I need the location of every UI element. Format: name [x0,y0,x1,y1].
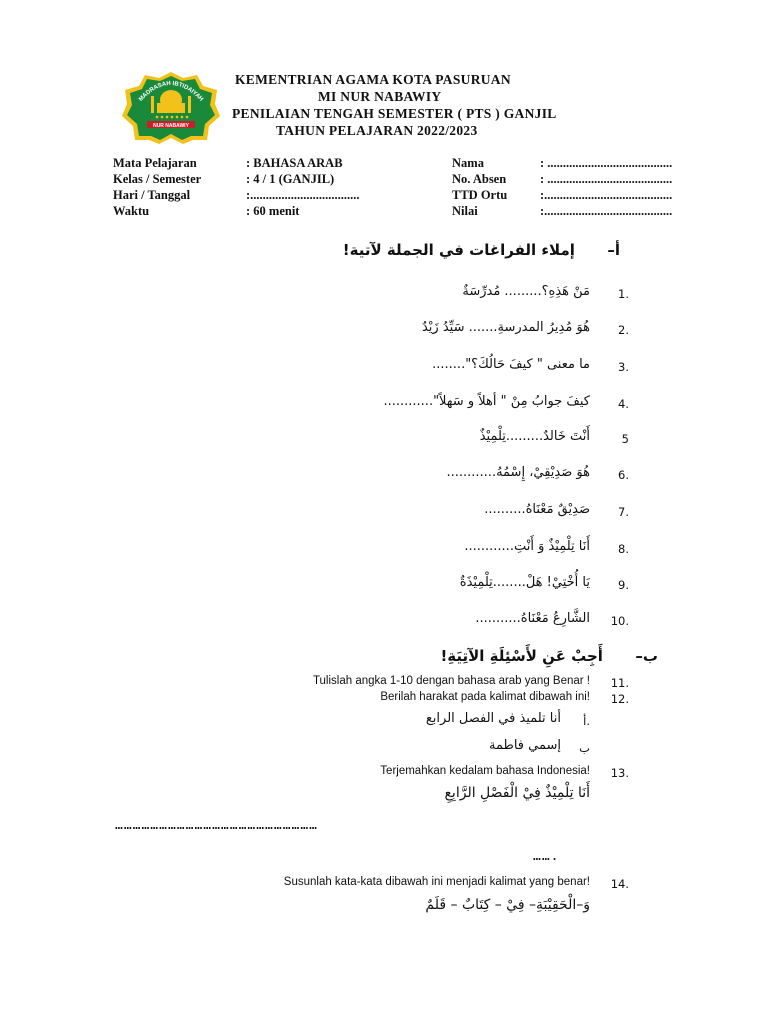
question-number: 13. [610,766,629,780]
info-label-date: Hari / Tanggal [113,188,191,202]
section-a-heading [343,241,620,259]
question-text: Tulislah angka 1-10 dengan bahasa arab yang Benar ! [312,675,590,687]
question-number: 2. [618,323,629,337]
info-value-name: : ........................................ [540,156,673,170]
question-text: كيفَ جوابُ مِنْ " أهلاً و سَهلاً"............ [383,394,590,409]
sub-item-text: إسمي فاطمة [489,738,561,753]
question-number: 3. [618,360,629,374]
info-value-absen: : ........................................ [540,172,673,186]
question-number: 7. [618,505,629,519]
section-b-letter: ب– [635,647,658,665]
info-value-subject: : BAHASA ARAB [246,156,343,170]
info-label-parent-sign: TTD Ortu [452,188,508,202]
question-text: مَنْ هَذِهِ؟......... مُدرِّسَةٌ [462,284,590,299]
section-b-title: أَجِبْ عَنِ لأَسْئِلَةِ الآتِيَةِ! [440,647,603,665]
logo-arc-text: MADRASAH IBTIDAIYAH [138,80,204,103]
info-value-time: : 60 menit [246,204,300,218]
header-school: MI NUR NABAWIY [318,89,442,104]
sub-item-text: أنا تلميذ في الفصل الرابع [425,711,561,726]
question-text: Terjemahkan kedalam bahasa Indonesia! [380,765,590,777]
question-text: صَدِيْقٌ مَعْنَاهُ.......... [484,502,590,517]
header-year: TAHUN PELAJARAN 2022/2023 [276,123,478,138]
logo-band-text: NUR NABAWIY [153,123,189,129]
info-label-name: Nama [452,156,484,170]
section-a-title: إملاء الفراغات في الجملة لآتية! [342,241,575,259]
question-text: يَا أُخْتِيْ! هَلْ........تِلْمِيْذَةٌ [459,575,590,590]
word-list: وَ–الْحَقِيْبَةِ– فِيْ – كِتَابٌ – قَلَمٌ [425,897,590,913]
question-number: 12. [610,692,629,706]
question-text: Susunlah kata-kata dibawah ini menjadi kalimat yang benar! [283,876,590,888]
sub-item-letter: أ. [583,714,590,728]
question-number: 9. [618,578,629,592]
info-label-absen: No. Absen [452,172,507,186]
question-text: Berilah harakat pada kalimat dibawah ini! [380,691,590,703]
info-label-class: Kelas / Semester [113,172,202,186]
question-text: أَنْتَ خَالدٌ.........تِلْمِيْذٌ [479,429,590,444]
sub-item-letter: ب [579,741,590,755]
question-number: 8. [618,542,629,556]
info-label-time: Waktu [113,204,150,218]
info-label-score: Nilai [452,204,478,218]
info-value-date: :................................... [246,188,360,202]
madrasah-logo [121,70,221,144]
translation-sentence: أَنَا تِلْمِيْذٌ فِيْ الْفَصْلِ الرَّابِعِ [444,785,590,801]
question-number: 5 [621,432,629,446]
question-number: 1. [618,287,629,301]
question-text: هُوَ مُدِيرُ المدرسةِ....... سَيِّدُ زَيْدٌ [421,320,590,335]
section-b-heading [440,647,658,665]
question-text: هُوَ صَدِيْقِيْ، إِسْمُهُ............ [446,465,590,480]
answer-line-end: ……. [533,849,560,864]
question-text: ما معنى " كيفَ حَالُكَ؟"........ [432,357,590,372]
question-text: أَنَا تِلْمِيْذٌ وَ أَنْتِ............ [464,539,590,554]
question-number: 11. [610,676,629,690]
answer-line: …………………………………………………………… [115,818,319,833]
info-value-parent-sign: :......................................... [540,188,673,202]
section-a-letter: أ– [607,241,620,259]
question-number: 4. [618,397,629,411]
question-number: 10. [610,614,629,628]
question-number: 6. [618,468,629,482]
info-value-score: :......................................... [540,204,673,218]
info-label-subject: Mata Pelajaran [113,156,197,170]
header-exam: PENILAIAN TENGAH SEMESTER ( PTS ) GANJIL [232,106,557,121]
info-value-class: : 4 / 1 (GANJIL) [246,172,335,186]
question-number: 14. [610,877,629,891]
header-ministry: KEMENTRIAN AGAMA KOTA PASURUAN [235,72,511,87]
question-text: الشَّارِعُ مَعْنَاهُ........... [475,611,590,626]
